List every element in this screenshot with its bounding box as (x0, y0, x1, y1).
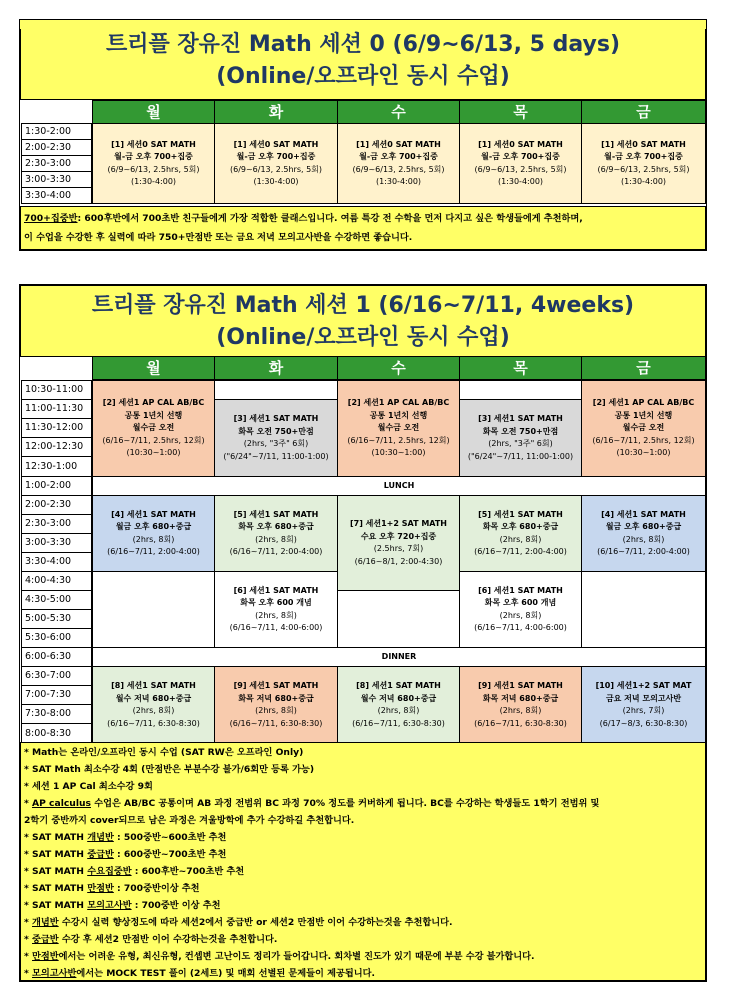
s1-empty (581, 571, 706, 648)
note-line: * Math는 온라인/오프라인 동시 수업 (SAT RW은 오프라인 Only) (24, 747, 304, 758)
class-name: [1] 세션0 SAT MATH (111, 139, 196, 149)
class-desc: 공통 1년치 선행 (369, 410, 428, 420)
note-prefix: * SAT MATH (24, 866, 88, 877)
s0-class-wed (337, 123, 460, 204)
s1-class-5-tue (214, 495, 338, 572)
class-period: (2hrs, 8회) (499, 610, 542, 620)
class-time: (6/16~7/11, 4:00-6:00) (229, 623, 323, 632)
class-period: (6/9~6/13, 2.5hrs, 5회) (229, 164, 323, 174)
note-line (24, 829, 702, 846)
session1-title-line1: 트리플 장유진 Math 세션 1 (6/16~7/11, 4weeks) (91, 293, 635, 318)
class-time: (6/16~7/11, 2:00-4:00) (229, 547, 323, 556)
note-line (24, 795, 702, 812)
s1-time-slot: 4:30-5:00 (21, 590, 92, 610)
note-line (24, 897, 702, 914)
s1-time-slot: 2:00-2:30 (21, 495, 92, 515)
note-text: : 500중반~600초반 추천 (113, 832, 227, 843)
s1-dinner-band: DINNER (92, 647, 706, 667)
class-name: [1] 세션0 SAT MATH (356, 139, 441, 149)
class-time: (6/17~8/3, 6:30-8:30) (599, 718, 688, 728)
class-time: (6/16~8/1, 2:00-4:30) (354, 556, 443, 566)
class-name: [7] 세션1+2 SAT MATH (350, 519, 447, 528)
s1-time-slot: 3:00-3:30 (21, 533, 92, 553)
s1-empty (459, 380, 582, 400)
class-period: (2hrs, 8회) (132, 534, 175, 544)
class-desc: 금요 저녁 모의고사반 (605, 693, 682, 703)
class-period: (2hrs, 8회) (499, 706, 542, 715)
note-term: 개념반 (32, 917, 59, 928)
s1-time-slot: 11:30-12:00 (21, 418, 92, 438)
s1-class-2-wed (337, 380, 460, 477)
s1-class-4-fri (581, 495, 706, 572)
s1-class-4-mon (92, 495, 215, 572)
class-period: (2hrs, 8회) (255, 610, 297, 620)
class-time: (6/16~7/11, 2:00-4:00) (597, 547, 690, 556)
class-desc: 화목 저녁 680+중급 (482, 693, 559, 703)
class-desc: 화목 오전 750+만점 (238, 426, 314, 436)
class-name: [8] 세션1 SAT MATH (356, 681, 441, 690)
note-term: AP calculus (32, 798, 91, 809)
note-line (24, 880, 702, 897)
s1-time-slot: 6:00-6:30 (21, 647, 92, 667)
s1-lunch-band: LUNCH (92, 476, 706, 496)
s0-class-fri (581, 123, 706, 204)
class-desc: 월-금 오후 700+집중 (236, 152, 316, 161)
s1-day-mon: 월 (92, 356, 215, 380)
class-desc: 월-금 오후 700+집중 (604, 152, 683, 161)
note-prefix: * SAT MATH (24, 849, 88, 860)
s0-note-text: : 600후반에서 700초반 친구들에게 가장 적합한 클래스입니다. 여름 특강 전 수학을 먼저 다지고 싶은 학생들에게 추천하며, (77, 213, 583, 224)
s0-note-term: 700+집중반 (24, 213, 78, 224)
class-name: [5] 세션1 SAT MATH (478, 509, 563, 519)
s1-class-3-tue (214, 399, 338, 477)
class-desc: 공통 1년치 선행 (124, 410, 183, 420)
class-desc: 화목 오후 600 개념 (240, 598, 312, 607)
class-desc: 월수 저녁 680+중급 (115, 693, 192, 703)
class-desc: 화목 오후 680+중급 (482, 522, 559, 531)
s0-class-mon (92, 123, 215, 204)
class-name: [3] 세션1 SAT MATH (478, 414, 563, 423)
class-name: [9] 세션1 SAT MATH (233, 681, 319, 690)
class-period: (2hrs, 8회) (377, 706, 420, 715)
note-line (24, 931, 702, 948)
class-period: (2hrs, 8회) (622, 534, 665, 544)
class-period: (2hrs, "3주" 6회) (243, 439, 309, 448)
session1-title-line2: (Online/오프라인 동시 수업) (216, 325, 510, 350)
note-term: 개념반 (87, 832, 114, 843)
class-time: ("6/24"~7/11, 11:00-1:00) (223, 451, 329, 461)
note-line: 2학기 중반까지 cover되므로 남은 과정은 겨울방학에 추가 수강하길 추천합니다. (24, 815, 355, 826)
class-period: (6/9~6/13, 2.5hrs, 5회) (107, 164, 200, 174)
class-time: (6/16~7/11, 6:30-8:30) (229, 718, 323, 728)
session0-title-line2: (Online/오프라인 동시 수업) (216, 64, 510, 89)
s0-time-slot: 3:00-3:30 (21, 171, 92, 188)
class-time: (1:30-4:00) (497, 177, 544, 186)
class-period: (2hrs, "3주" 6회) (488, 439, 553, 448)
note-prefix: * (24, 951, 33, 962)
s1-time-slot: 11:00-11:30 (21, 399, 92, 419)
s1-class-10-fri (581, 666, 706, 744)
class-days: 월수금 오전 (377, 423, 420, 433)
s0-day-wed: 수 (337, 100, 460, 124)
s1-time-slot: 5:30-6:00 (21, 628, 92, 648)
session0-top-fill (20, 20, 706, 29)
note-prefix: * (24, 968, 33, 979)
s1-day-tue: 화 (214, 356, 338, 380)
class-name: [2] 세션1 AP CAL AB/BC (102, 398, 205, 408)
note-line (24, 965, 702, 982)
class-period: (2hrs, 8회) (255, 706, 297, 715)
class-name: [8] 세션1 SAT MATH (111, 681, 196, 690)
class-time: (1:30-4:00) (375, 177, 422, 186)
s1-empty (214, 380, 338, 400)
s0-note (20, 206, 706, 250)
session1-title (20, 285, 706, 357)
s0-note-line2: 이 수업을 수강한 후 실력에 따라 750+만점반 또는 금요 저녁 모의고사반을 수강하면 좋습니다. (24, 232, 413, 243)
class-period: (2hrs, 8회) (499, 534, 542, 544)
session0-title-line1: 트리플 장유진 Math 세션 0 (6/9~6/13, 5 days) (105, 32, 621, 57)
class-name: [5] 세션1 SAT MATH (233, 509, 319, 519)
note-text: 수업은 AB/BC 공통이며 AB 과정 전범위 BC 과정 70% 정도를 커버하게 됩니다. BC를 수강하는 학생들도 1학기 전범위 및 (91, 798, 600, 809)
note-term: 모의고사반 (32, 968, 77, 979)
note-prefix: * SAT MATH (24, 832, 88, 843)
note-line (24, 948, 702, 965)
s1-time-slot: 1:00-2:00 (21, 476, 92, 496)
class-desc: 수요 오후 720+집중 (360, 531, 437, 541)
note-line (24, 863, 702, 880)
class-period: (6/9~6/13, 2.5hrs, 5회) (352, 164, 445, 174)
s1-class-7-wed (337, 495, 460, 591)
class-name: [1] 세션0 SAT MATH (233, 139, 319, 149)
class-time: (10:30~1:00) (126, 448, 181, 458)
note-line: * 세션 1 AP Cal 최소수강 9회 (24, 781, 153, 792)
s1-time-slot: 7:30-8:00 (21, 704, 92, 724)
note-prefix: * (24, 798, 33, 809)
class-desc: 화목 오전 750+만점 (482, 426, 559, 436)
s1-time-slot: 8:00-8:30 (21, 723, 92, 744)
s0-class-tue (214, 123, 338, 204)
class-time: (6/16~7/11, 6:30-8:30) (474, 718, 567, 728)
class-period: (6/16~7/11, 2.5hrs, 12회) (347, 435, 450, 445)
note-text: : 600중반~700초반 추천 (113, 849, 227, 860)
class-time: (10:30~1:00) (616, 448, 671, 458)
class-name: [4] 세션1 SAT MATH (111, 509, 196, 519)
s1-class-2-mon (92, 380, 215, 477)
class-time: (1:30-4:00) (130, 177, 177, 186)
s1-time-slot: 7:00-7:30 (21, 685, 92, 705)
note-text: 수강시 실력 향상정도에 따라 세션2에서 중급반 or 세션2 만점반 이어 수강하는것을 추천합니다. (58, 917, 453, 928)
class-period: (6/16~7/11, 2.5hrs, 12회) (102, 435, 205, 445)
s1-class-6-tue (214, 571, 338, 648)
class-period: (2.5hrs, 7회) (373, 544, 424, 553)
s1-time-slot: 4:00-4:30 (21, 571, 92, 591)
s1-time-slot: 3:30-4:00 (21, 552, 92, 572)
note-text: : 700중반 이상 추천 (131, 900, 221, 911)
class-time: (6/16~7/11, 6:30-8:30) (352, 718, 445, 728)
s1-empty (337, 590, 460, 648)
note-prefix: * (24, 934, 33, 945)
class-name: [6] 세션1 SAT MATH (233, 585, 319, 595)
class-name: [1] 세션0 SAT MATH (478, 139, 563, 149)
s0-day-fri: 금 (581, 100, 706, 124)
class-desc: 화목 저녁 680+중급 (238, 693, 314, 703)
s1-time-slot: 12:30-1:00 (21, 456, 92, 477)
class-time: (6/16~7/11, 2:00-4:00) (474, 547, 567, 556)
class-name: [9] 세션1 SAT MATH (478, 681, 563, 690)
class-desc: 화목 오후 680+중급 (238, 522, 314, 531)
s1-empty (92, 571, 215, 648)
s0-class-thu (459, 123, 582, 204)
s0-note-line1 (24, 209, 702, 228)
class-days: 월수금 오전 (622, 423, 665, 433)
s1-class-5-thu (459, 495, 582, 572)
class-time: (6/16~7/11, 2:00-4:00) (107, 547, 200, 556)
class-time: (6/16~7/11, 4:00-6:00) (474, 623, 567, 632)
class-desc: 월-금 오후 700+집중 (359, 152, 438, 161)
s1-day-wed: 수 (337, 356, 460, 380)
s0-time-slot: 1:30-2:00 (21, 123, 92, 140)
class-time: ("6/24"~7/11, 11:00-1:00) (467, 451, 574, 461)
s1-time-slot: 10:30-11:00 (21, 380, 92, 400)
s0-time-slot: 3:30-4:00 (21, 187, 92, 204)
s0-day-tue: 화 (214, 100, 338, 124)
class-days: 월수금 오전 (132, 423, 175, 433)
s1-class-8-wed (337, 666, 460, 744)
class-period: (2hrs, 8회) (132, 706, 175, 715)
s1-time-slot: 2:30-3:00 (21, 514, 92, 534)
class-time: (10:30~1:00) (371, 448, 426, 458)
note-line (24, 846, 702, 863)
s1-day-fri: 금 (581, 356, 706, 380)
class-name: [10] 세션1+2 SAT MAT (595, 681, 692, 690)
note-term: 만점반 (32, 951, 59, 962)
note-text: : 700중반이상 추천 (113, 883, 200, 894)
s1-time-slot: 12:00-12:30 (21, 437, 92, 457)
s1-class-9-thu (459, 666, 582, 744)
note-text: 에서는 어려운 유형, 최신유형, 컨셉변 고난이도 정리가 들어갑니다. 회차별 진도가 있기 때문에 부분 수강 불가합니다. (58, 951, 535, 962)
note-prefix: * SAT MATH (24, 900, 88, 911)
s0-time-slot: 2:30-3:00 (21, 155, 92, 172)
class-time: (1:30-4:00) (253, 177, 299, 186)
class-period: (6/9~6/13, 2.5hrs, 5회) (597, 164, 690, 174)
note-term: 중급반 (87, 849, 114, 860)
class-name: [4] 세션1 SAT MATH (601, 509, 686, 519)
class-time: (6/16~7/11, 6:30-8:30) (107, 718, 200, 728)
note-term: 모의고사반 (87, 900, 132, 911)
note-text: 에서는 MOCK TEST 풀이 (2세트) 및 매회 선별된 문제들이 제공됩니다. (76, 968, 375, 979)
class-name: [1] 세션0 SAT MATH (601, 139, 686, 149)
s1-class-9-tue (214, 666, 338, 744)
class-desc: 공통 1년치 선행 (614, 410, 673, 420)
s0-day-thu: 목 (459, 100, 582, 124)
s0-time-slot: 2:00-2:30 (21, 139, 92, 156)
class-desc: 화목 오후 600 개념 (484, 598, 557, 607)
note-term: 중급반 (32, 934, 59, 945)
note-term: 만점반 (87, 883, 114, 894)
class-period: (2hrs, 8회) (255, 534, 297, 544)
class-desc: 월금 오후 680+중급 (605, 522, 682, 531)
class-desc: 월-금 오후 700+집중 (114, 152, 193, 161)
s1-class-3-thu (459, 399, 582, 477)
class-time: (1:30-4:00) (620, 177, 667, 186)
s1-time-slot: 5:00-5:30 (21, 609, 92, 629)
class-desc: 월금 오후 680+중급 (115, 522, 192, 531)
s1-day-thu: 목 (459, 356, 582, 380)
s0-day-mon: 월 (92, 100, 215, 124)
class-desc: 월-금 오후 700+집중 (481, 152, 560, 161)
s1-class-6-thu (459, 571, 582, 648)
s1-time-slot: 6:30-7:00 (21, 666, 92, 686)
note-prefix: * (24, 917, 33, 928)
class-desc: 월수 저녁 680+중급 (360, 693, 437, 703)
class-name: [2] 세션1 AP CAL AB/BC (592, 398, 695, 408)
note-text: 수강 후 세션2 만점반 이어 수강하는것을 추천합니다. (58, 934, 278, 945)
note-line: * SAT Math 최소수강 4회 (만점반은 부분수강 불가/6회만 등록 가능) (24, 764, 315, 775)
note-prefix: * SAT MATH (24, 883, 88, 894)
note-term: 수요집중반 (87, 866, 132, 877)
class-name: [3] 세션1 SAT MATH (233, 414, 319, 423)
class-name: [6] 세션1 SAT MATH (478, 585, 563, 595)
class-period: (6/9~6/13, 2.5hrs, 5회) (474, 164, 567, 174)
s1-class-2-fri (581, 380, 706, 477)
s1-class-8-mon (92, 666, 215, 744)
class-name: [2] 세션1 AP CAL AB/BC (347, 398, 450, 408)
session0-title (20, 28, 706, 100)
note-line (24, 914, 702, 931)
class-period: (2hrs, 7회) (622, 706, 665, 715)
note-text: : 600후반~700초반 추천 (131, 866, 245, 877)
s1-notes (20, 742, 706, 981)
class-period: (6/16~7/11, 2.5hrs, 12회) (592, 435, 695, 445)
